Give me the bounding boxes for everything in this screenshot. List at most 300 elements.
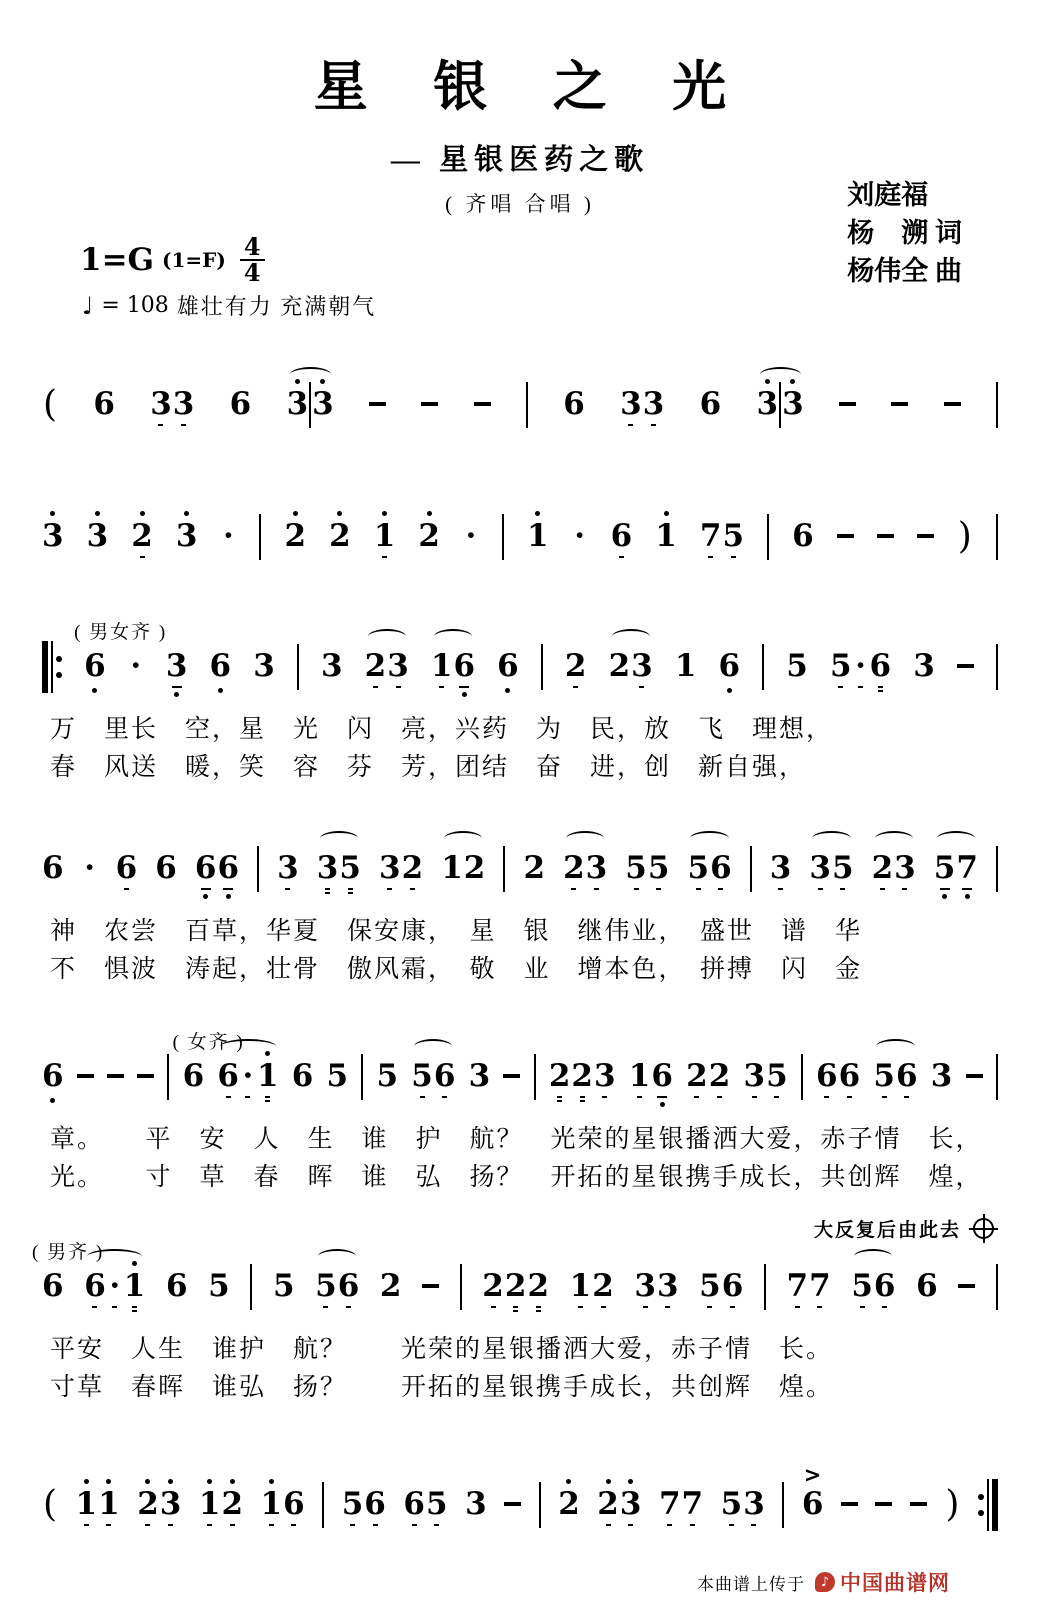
beam-underline xyxy=(285,888,290,890)
beam-underline xyxy=(172,686,182,688)
note xyxy=(261,1469,283,1541)
note xyxy=(916,1251,938,1323)
dash-glyph xyxy=(77,1074,94,1078)
note-glyph: 2 xyxy=(527,1268,550,1304)
note-glyph: 6 xyxy=(209,648,232,684)
note-glyph: 6 xyxy=(718,648,741,684)
note-group xyxy=(851,1251,895,1323)
beam-underline xyxy=(140,556,145,558)
note xyxy=(137,1469,159,1541)
beam-underline xyxy=(573,686,578,688)
note-upper xyxy=(168,1469,173,1486)
beam-underline xyxy=(410,888,415,890)
beam-underline xyxy=(690,1524,695,1526)
note-glyph xyxy=(877,518,894,554)
note xyxy=(700,369,722,441)
augmentation-dot xyxy=(220,501,236,573)
note-upper xyxy=(664,501,669,518)
note xyxy=(329,501,351,573)
octave-up-dot xyxy=(765,379,770,384)
beam-underline xyxy=(536,1310,541,1312)
note-glyph: 6 xyxy=(182,1058,205,1094)
note-glyph: 3 xyxy=(42,518,64,554)
beam-underline xyxy=(382,556,387,558)
time-signature-numerator: 4 xyxy=(243,231,261,261)
note-lower xyxy=(218,684,223,703)
beam-underline xyxy=(904,1096,909,1098)
dash-glyph xyxy=(839,402,856,406)
beam-underline xyxy=(817,1306,822,1308)
note xyxy=(563,833,585,905)
rest-dash xyxy=(107,1041,124,1113)
rest-dash xyxy=(474,369,491,441)
octave-up-dot xyxy=(293,511,298,516)
note-glyph: · xyxy=(855,648,866,684)
note xyxy=(592,1251,614,1323)
note-glyph: 5 xyxy=(425,1486,448,1522)
beam-underline xyxy=(291,1524,296,1526)
barline xyxy=(309,382,311,428)
note-upper xyxy=(295,369,300,386)
note-glyph: 6 xyxy=(563,386,585,422)
note xyxy=(558,1469,580,1541)
barline xyxy=(996,1054,998,1100)
note-glyph: 6 xyxy=(42,850,64,886)
note xyxy=(283,1469,305,1541)
octave-up-dot xyxy=(269,1479,274,1484)
note-glyph: 6 xyxy=(84,1268,106,1304)
note-upper xyxy=(628,1469,633,1486)
note-upper xyxy=(382,501,387,518)
barline xyxy=(782,1482,784,1528)
time-signature xyxy=(240,231,265,287)
note xyxy=(956,833,978,905)
note-glyph: 5 xyxy=(315,1268,337,1304)
note xyxy=(464,833,486,905)
note-glyph: 3 xyxy=(743,1486,765,1522)
note-glyph xyxy=(107,1058,124,1094)
note-glyph: 6 xyxy=(42,1058,64,1094)
note-glyph: 3 xyxy=(86,518,109,554)
note xyxy=(620,369,642,441)
beam-underline xyxy=(396,686,401,688)
octave-down-dot xyxy=(462,692,467,697)
note-lower xyxy=(174,684,179,703)
note-group xyxy=(411,1041,455,1113)
rest-dash xyxy=(877,501,894,573)
note-group xyxy=(609,631,653,703)
beam-underline xyxy=(880,888,885,890)
note-glyph: 1 xyxy=(98,1486,120,1522)
note xyxy=(743,1469,765,1541)
beam-underline xyxy=(265,1100,270,1102)
beam-underline xyxy=(223,888,233,890)
beam-underline xyxy=(84,1524,89,1526)
note xyxy=(686,1041,708,1113)
dash-glyph xyxy=(422,1284,439,1288)
dash-glyph xyxy=(137,1074,154,1078)
note-upper xyxy=(427,501,432,518)
close-paren xyxy=(944,1469,960,1541)
note-glyph: 3 xyxy=(387,648,409,684)
note xyxy=(721,1469,743,1541)
lyrics-block xyxy=(42,1331,998,1407)
note-group xyxy=(934,833,978,905)
octave-down-dot xyxy=(50,1098,55,1103)
note-group xyxy=(809,833,853,905)
beam-underline xyxy=(729,1524,734,1526)
note-glyph: 1 xyxy=(655,518,677,554)
note-group xyxy=(563,833,607,905)
note-glyph xyxy=(503,1058,520,1094)
note xyxy=(809,1251,831,1323)
note xyxy=(285,501,307,573)
note xyxy=(339,833,361,905)
voice-label: ( 男齐 ) xyxy=(32,1242,105,1263)
note-glyph: 6 xyxy=(337,1268,360,1304)
note xyxy=(403,1469,425,1541)
note-glyph: 3 xyxy=(320,648,343,684)
note-glyph: 3 xyxy=(619,1486,642,1522)
thin-bar xyxy=(51,641,53,693)
repeat-dots xyxy=(56,656,62,678)
beam-underline xyxy=(707,1306,712,1308)
note-upper xyxy=(765,369,770,386)
note-upper xyxy=(566,1469,571,1486)
note xyxy=(380,1251,402,1323)
note-glyph xyxy=(837,518,854,554)
beam-underline xyxy=(132,1306,137,1308)
note xyxy=(631,631,653,703)
voice-label: ( 男女齐 ) xyxy=(74,622,168,643)
octave-down-dot xyxy=(174,692,179,697)
note-upper xyxy=(535,501,540,518)
beam-underline xyxy=(751,1524,756,1526)
coda-icon xyxy=(973,1218,994,1239)
barline xyxy=(779,382,781,428)
note-group xyxy=(686,1041,730,1113)
rest-dash xyxy=(137,1041,154,1113)
upload-note: 本曲谱上传于 xyxy=(697,1574,805,1594)
rest-dash xyxy=(910,1469,927,1541)
barline xyxy=(167,1054,169,1100)
note xyxy=(195,833,217,905)
note-group xyxy=(84,1251,145,1323)
note-group xyxy=(549,1041,616,1113)
note-glyph: 2 xyxy=(284,518,307,554)
beam-underline xyxy=(434,1524,439,1526)
lyric-row: 不 惧波 涛起，壮骨 傲风霜， 敬 业 增本色， 拼搏 闪 金 xyxy=(50,956,863,983)
beam-underline xyxy=(637,1096,642,1098)
note xyxy=(873,1041,895,1113)
note xyxy=(565,631,587,703)
note xyxy=(611,501,633,573)
lyric-row: 春 风送 暖，笑 容 芬 芳，团结 奋 进，创 新自强， xyxy=(50,754,807,781)
repeat-dot xyxy=(56,672,62,678)
rest-dash xyxy=(422,1251,439,1323)
beam-underline xyxy=(373,1524,378,1526)
thick-bar xyxy=(42,641,48,693)
beam-underline xyxy=(694,1096,699,1098)
music-system-1 xyxy=(42,369,998,441)
note-glyph: 1 xyxy=(628,1058,651,1094)
note-upper xyxy=(269,1469,274,1486)
barline xyxy=(503,846,505,892)
note-glyph: 2 xyxy=(548,1058,571,1094)
beam-underline xyxy=(92,1306,97,1308)
note xyxy=(594,1041,616,1113)
note xyxy=(872,833,894,905)
beam-underline xyxy=(657,1096,667,1098)
close-paren xyxy=(957,501,973,573)
dash-glyph xyxy=(474,402,491,406)
note-glyph: 1 xyxy=(569,1268,592,1304)
note-glyph: 5 xyxy=(272,1268,295,1304)
dash-glyph xyxy=(944,402,961,406)
note-glyph: 5 xyxy=(411,1058,433,1094)
dash-glyph xyxy=(837,534,854,538)
note-glyph: ) xyxy=(945,1483,960,1525)
note-group xyxy=(379,833,423,905)
beam-underline xyxy=(346,1306,351,1308)
octave-up-dot xyxy=(207,1479,212,1484)
note-upper xyxy=(184,501,189,518)
beam-underline xyxy=(882,1306,887,1308)
note-glyph: · xyxy=(242,1058,254,1094)
repeat-start-barline xyxy=(42,641,62,693)
beam-underline xyxy=(774,1096,779,1098)
notation-line xyxy=(42,622,998,703)
beam-underline xyxy=(557,1096,562,1098)
note xyxy=(465,1469,487,1541)
note xyxy=(709,1041,731,1113)
note-glyph: 2 xyxy=(523,850,546,886)
voice-label: ( 女齐 ) xyxy=(172,1032,245,1053)
note-upper xyxy=(84,1469,89,1486)
note-glyph xyxy=(77,1058,94,1094)
beam-underline xyxy=(838,686,843,688)
augmentation-dot xyxy=(240,1041,256,1113)
note-group xyxy=(137,1469,181,1541)
note xyxy=(160,1469,182,1541)
note-glyph: 6 xyxy=(792,518,814,554)
beam-underline xyxy=(269,1524,274,1526)
rest-dash xyxy=(958,1251,975,1323)
beam-underline xyxy=(323,1306,328,1308)
music-logo-icon: ♪ xyxy=(815,1572,835,1592)
beam-underline xyxy=(878,690,883,692)
note-glyph: 6 xyxy=(873,1268,896,1304)
note xyxy=(655,501,677,573)
beam-underline xyxy=(350,1524,355,1526)
notation-line xyxy=(42,369,998,441)
barline xyxy=(767,514,769,560)
note-upper xyxy=(207,1469,212,1486)
beam-underline xyxy=(201,888,211,890)
note-group xyxy=(287,369,334,441)
barline xyxy=(996,1264,998,1310)
note-glyph: 2 xyxy=(504,1268,527,1304)
note xyxy=(42,501,64,573)
note-glyph: 5 xyxy=(339,850,361,886)
beam-underline xyxy=(325,892,330,894)
dash-glyph xyxy=(917,534,934,538)
note-glyph: 2 xyxy=(558,1486,580,1522)
repeat-dot xyxy=(978,1510,984,1516)
note xyxy=(870,631,892,703)
dash-glyph xyxy=(503,1074,520,1078)
lyric-row: 章。 平 安 人 生 谁 护 航？ 光荣的星银播洒大爱，赤子情 长， xyxy=(50,1126,983,1153)
notation-line xyxy=(42,501,998,573)
note-glyph: 3 xyxy=(172,386,195,422)
note xyxy=(230,369,252,441)
note xyxy=(411,1041,433,1113)
barline xyxy=(361,1054,363,1100)
octave-up-dot xyxy=(145,1479,150,1484)
note xyxy=(327,1041,349,1113)
barline xyxy=(801,1054,803,1100)
note xyxy=(131,501,153,573)
octave-up-dot xyxy=(427,511,432,516)
barline xyxy=(526,382,528,428)
note-glyph: 6 xyxy=(403,1486,425,1522)
beam-underline xyxy=(795,1306,800,1308)
note-glyph: · xyxy=(465,518,477,554)
dash-glyph xyxy=(841,1502,858,1506)
note-glyph: 3 xyxy=(809,850,831,886)
note xyxy=(643,369,665,441)
barline xyxy=(297,644,299,690)
note-glyph: 2 xyxy=(686,1058,708,1094)
beam-underline xyxy=(145,1524,150,1526)
note-glyph: 1 xyxy=(527,518,549,554)
note xyxy=(210,631,232,703)
notation-line xyxy=(42,1032,998,1113)
note-glyph: 2 xyxy=(592,1268,614,1304)
note-glyph: 5 xyxy=(341,1486,364,1522)
note-glyph: 6 xyxy=(895,1058,918,1094)
note-glyph: 3 xyxy=(159,1486,182,1522)
note-group xyxy=(659,1469,703,1541)
note-glyph: 1 xyxy=(373,518,396,554)
octave-down-dot xyxy=(218,688,223,693)
rest-dash xyxy=(875,1469,892,1541)
octave-up-dot xyxy=(628,1479,633,1484)
note xyxy=(648,833,670,905)
note xyxy=(505,1251,527,1323)
accent-mark: > xyxy=(803,1463,822,1487)
note xyxy=(217,1041,239,1113)
note xyxy=(74,622,168,703)
note-glyph: 2 xyxy=(401,850,424,886)
note-glyph: 3 xyxy=(743,1058,766,1094)
note-glyph: 3 xyxy=(642,386,665,422)
note-glyph: · xyxy=(109,1268,121,1304)
note-group xyxy=(217,1041,278,1113)
note xyxy=(874,1251,896,1323)
note xyxy=(98,1469,120,1541)
note-glyph xyxy=(958,1268,975,1304)
rest-dash xyxy=(503,1041,520,1113)
note xyxy=(42,833,64,905)
note xyxy=(257,1041,279,1113)
note-glyph xyxy=(421,386,438,422)
note xyxy=(609,631,631,703)
note-upper xyxy=(95,501,100,518)
beam-underline xyxy=(580,1096,585,1098)
beam-underline xyxy=(708,556,713,558)
barline xyxy=(996,644,998,690)
barline xyxy=(762,644,764,690)
octave-down-dot xyxy=(92,688,97,693)
note-glyph: 2 xyxy=(482,1268,504,1304)
beam-underline xyxy=(858,686,863,688)
note-glyph: 6 xyxy=(165,1268,188,1304)
note xyxy=(782,369,804,441)
beam-underline xyxy=(601,1306,606,1308)
note xyxy=(84,1251,106,1323)
note-upper xyxy=(145,1469,150,1486)
note xyxy=(434,1041,456,1113)
dash-glyph xyxy=(421,402,438,406)
note-group xyxy=(700,501,744,573)
note xyxy=(173,369,195,441)
rest-dash xyxy=(837,501,854,573)
note xyxy=(651,1041,673,1113)
barline xyxy=(534,1054,536,1100)
note-glyph: 6 xyxy=(838,1058,861,1094)
rest-dash xyxy=(957,631,974,703)
note-upper xyxy=(265,1041,270,1058)
note-glyph: 6 xyxy=(217,850,240,886)
note-glyph: 5 xyxy=(829,648,852,684)
note-group xyxy=(830,631,891,703)
note xyxy=(757,369,779,441)
note-glyph: 7 xyxy=(681,1486,704,1522)
dash-glyph xyxy=(891,402,908,406)
rest-dash xyxy=(369,369,386,441)
note-glyph: 3 xyxy=(379,850,401,886)
note xyxy=(124,1251,146,1323)
rest-dash xyxy=(917,501,934,573)
note xyxy=(166,631,188,703)
score xyxy=(32,369,998,1541)
open-paren xyxy=(42,1469,58,1541)
note-glyph xyxy=(875,1486,892,1522)
beam-underline xyxy=(818,888,823,890)
note-glyph: 5 xyxy=(625,850,647,886)
rest-dash xyxy=(839,369,856,441)
beam-underline xyxy=(634,888,639,890)
note-glyph: 3 xyxy=(468,1058,491,1094)
note xyxy=(851,1251,873,1323)
rest-dash xyxy=(421,369,438,441)
dash-glyph xyxy=(958,1284,975,1288)
note-glyph: 3 xyxy=(782,386,804,422)
barline xyxy=(996,382,998,428)
augmentation-dot xyxy=(82,833,98,905)
note-glyph: 6 xyxy=(155,850,177,886)
note xyxy=(453,631,475,703)
note-glyph: 2 xyxy=(608,648,631,684)
note-glyph: 2 xyxy=(571,1058,593,1094)
note-glyph: 1 xyxy=(75,1486,98,1522)
note xyxy=(832,833,854,905)
note-glyph: · xyxy=(84,850,96,886)
performance-note: ( 齐唱 合唱 ) xyxy=(445,192,595,216)
note-glyph xyxy=(137,1058,154,1094)
beam-underline xyxy=(752,1096,757,1098)
